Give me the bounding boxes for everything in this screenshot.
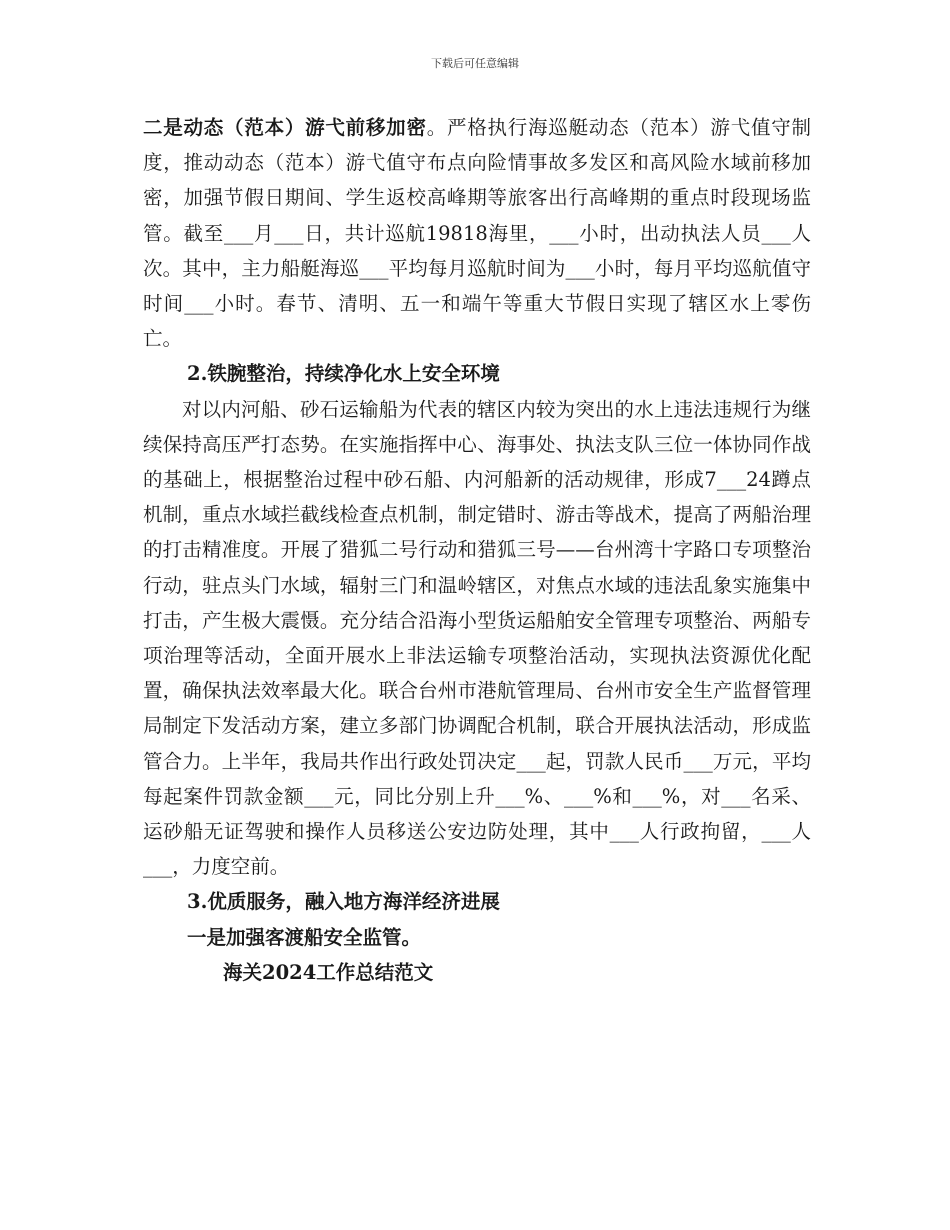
paragraph-enforcement: 对以内河船、砂石运输船为代表的辖区内较为突出的水上违法违规行为继续保持高压严打态势。在实施指挥中心、海事处、执法支队三位一体协同作战的基础上，根据整治过程中砂石船、内河船新的活动规律，形成7___24蹲点机制，重点水域拦截线检查点机制，制定错时、游击等战术，提高了两船治理的打击精准度。开展了猎狐二号行动和猎狐三号——台州湾十字路口专项整治行动，驻点头门水域，辐射三门和温岭辖区，对焦点水域的违法乱象实施集中打击，产生极大震慑。充分结合沿海小型货运船舶安全管理专项整治、两船专项治理等活动，全面开展水上非法运输专项整治活动，实现执法资源优化配置，确保执法效率最大化。联合台州市港航管理局、台州市安全生产监督管理局制定下发活动方案，建立多部门协调配合机制，联合开展执法活动，形成监管合力。上半年，我局共作出行政处罚决定___起，罚款人民币___万元，平均每起案件罚款金额___元，同比分别上升___%、___%和___%，对___名采、运砂船无证驾驶和操作人员移送公安边防处理，其中___人行政拘留，___人___，力度空前。	[143, 397, 811, 879]
page-header: 下载后可任意编辑	[431, 57, 519, 70]
section-heading-2: 2.铁腕整治，持续净化水上安全环境	[187, 362, 500, 386]
document-body	[143, 110, 811, 990]
sub-heading-ferry: 一是加强客渡船安全监管。	[187, 925, 422, 949]
next-document-title: 海关2024工作总结范文	[223, 960, 434, 984]
paragraph-dynamic-patrol	[143, 110, 811, 356]
paragraph-lead: 二是动态（范本）游弋前移加密	[143, 116, 427, 139]
section-heading-3: 3.优质服务，融入地方海洋经济进展	[187, 890, 500, 914]
paragraph-text: 。严格执行海巡艇动态（范本）游弋值守制度，推动动态（范本）游弋值守布点向险情事故多发区和高风险水域前移加密，加强节假日期间、学生返校高峰期等旅客出行高峰期的重点时段现场监管。截至___月___日，共计巡航19818海里，___小时，出动执法人员___人次。其中，主力船艇海巡___平均每月巡航时间为___小时，每月平均巡航值守时间___小时。春节、清明、五一和端午等重大节假日实现了辖区水上零伤亡。	[143, 116, 811, 351]
